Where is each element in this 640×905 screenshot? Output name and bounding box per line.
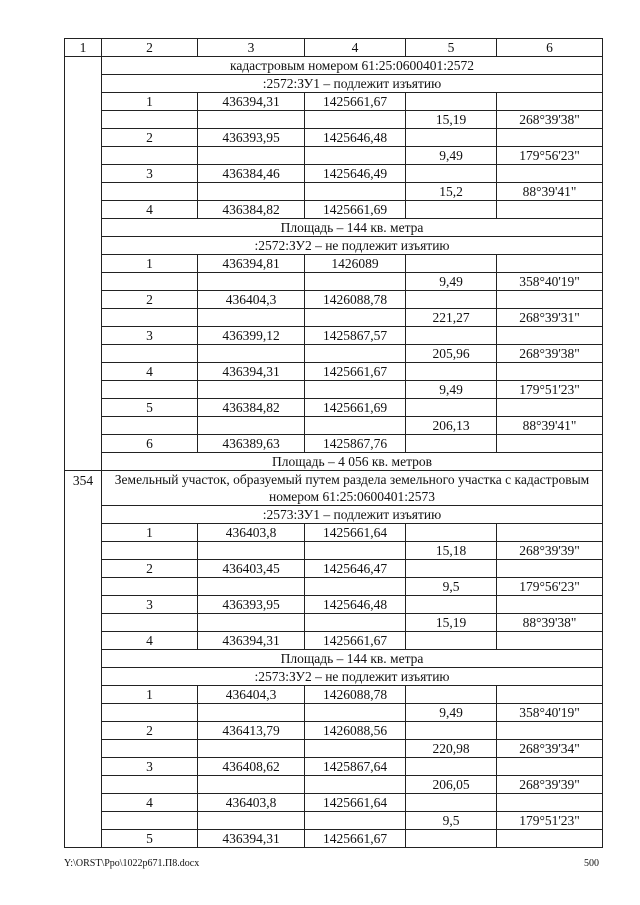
- part-label: :2573:ЗУ1 – подлежит изъятию: [102, 506, 603, 524]
- coordinate-row: [65, 399, 603, 417]
- segment-length-cell: [406, 93, 497, 111]
- x-coordinate-cell: 436389,63: [198, 435, 305, 453]
- direction-angle-cell: 268°39'39": [497, 776, 603, 794]
- direction-angle-cell: [497, 524, 603, 542]
- x-coordinate-cell: [198, 111, 305, 129]
- point-number-cell: [102, 111, 198, 129]
- direction-angle-cell: [497, 596, 603, 614]
- segment-length-cell: [406, 722, 497, 740]
- coordinate-row: [65, 273, 603, 291]
- point-number-cell: [102, 147, 198, 165]
- x-coordinate-cell: 436413,79: [198, 722, 305, 740]
- segment-length-cell: [406, 524, 497, 542]
- direction-angle-cell: [497, 255, 603, 273]
- direction-angle-cell: [497, 399, 603, 417]
- segment-length-cell: 205,96: [406, 345, 497, 363]
- x-coordinate-cell: 436384,82: [198, 201, 305, 219]
- point-number-cell: 2: [102, 560, 198, 578]
- x-coordinate-cell: 436403,8: [198, 794, 305, 812]
- y-coordinate-cell: [305, 273, 406, 291]
- coordinate-row: [65, 812, 603, 830]
- direction-angle-cell: [497, 560, 603, 578]
- point-number-cell: 2: [102, 722, 198, 740]
- direction-angle-cell: [497, 435, 603, 453]
- x-coordinate-cell: [198, 542, 305, 560]
- segment-length-cell: [406, 363, 497, 381]
- y-coordinate-cell: [305, 183, 406, 201]
- x-coordinate-cell: 436408,62: [198, 758, 305, 776]
- header-cell: 4: [305, 39, 406, 57]
- point-number-cell: [102, 704, 198, 722]
- point-number-cell: [102, 812, 198, 830]
- segment-length-cell: [406, 686, 497, 704]
- header-cell: 3: [198, 39, 305, 57]
- y-coordinate-cell: [305, 542, 406, 560]
- y-coordinate-cell: [305, 740, 406, 758]
- point-number-cell: 1: [102, 255, 198, 273]
- coordinate-row: [65, 560, 603, 578]
- point-number-cell: [102, 614, 198, 632]
- segment-length-cell: [406, 165, 497, 183]
- section-number-cell: [65, 57, 102, 471]
- point-number-cell: 4: [102, 363, 198, 381]
- x-coordinate-cell: 436404,3: [198, 686, 305, 704]
- coordinate-row: [65, 129, 603, 147]
- direction-angle-cell: [497, 632, 603, 650]
- y-coordinate-cell: 1425867,57: [305, 327, 406, 345]
- x-coordinate-cell: 436394,31: [198, 632, 305, 650]
- segment-length-cell: [406, 201, 497, 219]
- coordinate-row: [65, 309, 603, 327]
- y-coordinate-cell: 1426089: [305, 255, 406, 273]
- coordinate-row: [65, 596, 603, 614]
- segment-length-cell: [406, 560, 497, 578]
- coordinate-row: [65, 201, 603, 219]
- segment-length-cell: [406, 399, 497, 417]
- point-number-cell: [102, 776, 198, 794]
- segment-length-cell: 9,49: [406, 273, 497, 291]
- coordinate-row: [65, 542, 603, 560]
- point-number-cell: 1: [102, 93, 198, 111]
- y-coordinate-cell: 1425661,67: [305, 363, 406, 381]
- y-coordinate-cell: [305, 704, 406, 722]
- point-number-cell: 2: [102, 129, 198, 147]
- point-number-cell: 3: [102, 327, 198, 345]
- segment-length-cell: [406, 758, 497, 776]
- segment-length-cell: 9,5: [406, 812, 497, 830]
- point-number-cell: 3: [102, 758, 198, 776]
- segment-length-cell: 9,49: [406, 704, 497, 722]
- direction-angle-cell: [497, 291, 603, 309]
- y-coordinate-cell: 1425661,67: [305, 830, 406, 848]
- coordinate-row: [65, 345, 603, 363]
- y-coordinate-cell: 1425646,48: [305, 129, 406, 147]
- coordinate-row: [65, 327, 603, 345]
- direction-angle-cell: 179°56'23": [497, 147, 603, 165]
- coordinate-row: [65, 524, 603, 542]
- point-number-cell: [102, 381, 198, 399]
- direction-angle-cell: 268°39'38": [497, 111, 603, 129]
- header-cell: 6: [497, 39, 603, 57]
- coordinate-row: [65, 363, 603, 381]
- y-coordinate-cell: 1425661,64: [305, 524, 406, 542]
- part-label: :2572:ЗУ1 – подлежит изъятию: [102, 75, 603, 93]
- part-label-row: [65, 237, 603, 255]
- x-coordinate-cell: [198, 273, 305, 291]
- x-coordinate-cell: 436403,45: [198, 560, 305, 578]
- segment-length-cell: 9,49: [406, 381, 497, 399]
- segment-length-cell: [406, 435, 497, 453]
- direction-angle-cell: 88°39'41": [497, 417, 603, 435]
- point-number-cell: [102, 740, 198, 758]
- y-coordinate-cell: 1425646,48: [305, 596, 406, 614]
- point-number-cell: [102, 183, 198, 201]
- coordinate-row: [65, 435, 603, 453]
- x-coordinate-cell: 436394,31: [198, 363, 305, 381]
- x-coordinate-cell: [198, 417, 305, 435]
- segment-length-cell: 221,27: [406, 309, 497, 327]
- direction-angle-cell: [497, 830, 603, 848]
- x-coordinate-cell: [198, 381, 305, 399]
- y-coordinate-cell: [305, 578, 406, 596]
- part-label-row: [65, 75, 603, 93]
- area-row: [65, 453, 603, 471]
- y-coordinate-cell: [305, 417, 406, 435]
- point-number-cell: 6: [102, 435, 198, 453]
- header-row: [65, 39, 603, 57]
- header-cell: 1: [65, 39, 102, 57]
- x-coordinate-cell: [198, 578, 305, 596]
- direction-angle-cell: [497, 93, 603, 111]
- x-coordinate-cell: 436404,3: [198, 291, 305, 309]
- direction-angle-cell: [497, 129, 603, 147]
- direction-angle-cell: 88°39'38": [497, 614, 603, 632]
- y-coordinate-cell: [305, 812, 406, 830]
- coordinate-row: [65, 704, 603, 722]
- y-coordinate-cell: [305, 345, 406, 363]
- segment-length-cell: 15,2: [406, 183, 497, 201]
- y-coordinate-cell: 1425646,49: [305, 165, 406, 183]
- direction-angle-cell: [497, 722, 603, 740]
- x-coordinate-cell: [198, 704, 305, 722]
- y-coordinate-cell: 1426088,56: [305, 722, 406, 740]
- direction-angle-cell: 179°51'23": [497, 381, 603, 399]
- point-number-cell: [102, 345, 198, 363]
- point-number-cell: [102, 309, 198, 327]
- y-coordinate-cell: [305, 776, 406, 794]
- segment-length-cell: [406, 794, 497, 812]
- x-coordinate-cell: [198, 614, 305, 632]
- segment-length-cell: 9,5: [406, 578, 497, 596]
- segment-length-cell: [406, 596, 497, 614]
- coordinate-row: [65, 722, 603, 740]
- section-title: Земельный участок, образуемый путем раздела земельного участка с кадастровым номером 61:25:0600401:2573: [102, 471, 603, 506]
- x-coordinate-cell: 436403,8: [198, 524, 305, 542]
- point-number-cell: 4: [102, 794, 198, 812]
- segment-length-cell: 206,13: [406, 417, 497, 435]
- area-text: Площадь – 144 кв. метра: [102, 650, 603, 668]
- direction-angle-cell: 268°39'39": [497, 542, 603, 560]
- x-coordinate-cell: 436393,95: [198, 129, 305, 147]
- coordinate-row: [65, 381, 603, 399]
- document-path: Y:\ORST\Ppo\1022p671.П8.docx: [64, 858, 200, 869]
- y-coordinate-cell: 1426088,78: [305, 686, 406, 704]
- coordinate-row: [65, 632, 603, 650]
- part-label-row: [65, 506, 603, 524]
- x-coordinate-cell: 436384,82: [198, 399, 305, 417]
- coordinate-row: [65, 830, 603, 848]
- segment-length-cell: 15,19: [406, 111, 497, 129]
- area-text: Площадь – 4 056 кв. метров: [102, 453, 603, 471]
- direction-angle-cell: [497, 794, 603, 812]
- x-coordinate-cell: [198, 183, 305, 201]
- x-coordinate-cell: [198, 309, 305, 327]
- y-coordinate-cell: 1425661,69: [305, 201, 406, 219]
- y-coordinate-cell: 1425661,64: [305, 794, 406, 812]
- x-coordinate-cell: 436384,46: [198, 165, 305, 183]
- x-coordinate-cell: [198, 776, 305, 794]
- direction-angle-cell: [497, 363, 603, 381]
- coordinate-row: [65, 165, 603, 183]
- coordinate-row: [65, 794, 603, 812]
- coordinate-row: [65, 578, 603, 596]
- x-coordinate-cell: [198, 147, 305, 165]
- coordinate-row: [65, 183, 603, 201]
- header-cell: 2: [102, 39, 198, 57]
- direction-angle-cell: 358°40'19": [497, 273, 603, 291]
- x-coordinate-cell: 436393,95: [198, 596, 305, 614]
- coordinate-row: [65, 758, 603, 776]
- y-coordinate-cell: 1425646,47: [305, 560, 406, 578]
- area-text: Площадь – 144 кв. метра: [102, 219, 603, 237]
- point-number-cell: [102, 578, 198, 596]
- y-coordinate-cell: 1426088,78: [305, 291, 406, 309]
- y-coordinate-cell: [305, 614, 406, 632]
- part-label: :2572:ЗУ2 – не подлежит изъятию: [102, 237, 603, 255]
- x-coordinate-cell: [198, 345, 305, 363]
- direction-angle-cell: 358°40'19": [497, 704, 603, 722]
- x-coordinate-cell: 436394,81: [198, 255, 305, 273]
- direction-angle-cell: [497, 758, 603, 776]
- coordinate-row: [65, 291, 603, 309]
- point-number-cell: 5: [102, 830, 198, 848]
- part-label-row: [65, 668, 603, 686]
- coordinate-row: [65, 147, 603, 165]
- segment-length-cell: [406, 632, 497, 650]
- point-number-cell: 3: [102, 165, 198, 183]
- x-coordinate-cell: [198, 740, 305, 758]
- direction-angle-cell: [497, 686, 603, 704]
- direction-angle-cell: [497, 201, 603, 219]
- point-number-cell: [102, 273, 198, 291]
- segment-length-cell: 15,19: [406, 614, 497, 632]
- segment-length-cell: [406, 291, 497, 309]
- y-coordinate-cell: [305, 111, 406, 129]
- segment-length-cell: 9,49: [406, 147, 497, 165]
- x-coordinate-cell: 436394,31: [198, 93, 305, 111]
- y-coordinate-cell: [305, 309, 406, 327]
- section-title: кадастровым номером 61:25:0600401:2572: [102, 57, 603, 75]
- direction-angle-cell: [497, 327, 603, 345]
- direction-angle-cell: [497, 165, 603, 183]
- section-title-row: [65, 57, 603, 75]
- header-cell: 5: [406, 39, 497, 57]
- coordinate-row: [65, 776, 603, 794]
- segment-length-cell: [406, 327, 497, 345]
- area-row: [65, 650, 603, 668]
- y-coordinate-cell: 1425867,64: [305, 758, 406, 776]
- y-coordinate-cell: 1425867,76: [305, 435, 406, 453]
- coordinate-row: [65, 740, 603, 758]
- segment-length-cell: 15,18: [406, 542, 497, 560]
- x-coordinate-cell: 436399,12: [198, 327, 305, 345]
- y-coordinate-cell: 1425661,67: [305, 632, 406, 650]
- direction-angle-cell: 88°39'41": [497, 183, 603, 201]
- point-number-cell: 4: [102, 632, 198, 650]
- direction-angle-cell: 268°39'31": [497, 309, 603, 327]
- area-row: [65, 219, 603, 237]
- direction-angle-cell: 268°39'38": [497, 345, 603, 363]
- point-number-cell: [102, 542, 198, 560]
- y-coordinate-cell: [305, 381, 406, 399]
- boundary-coordinates-table: [64, 38, 603, 848]
- coordinate-row: [65, 614, 603, 632]
- point-number-cell: 1: [102, 686, 198, 704]
- page-number: 500: [584, 858, 599, 869]
- coordinate-row: [65, 417, 603, 435]
- direction-angle-cell: 268°39'34": [497, 740, 603, 758]
- y-coordinate-cell: 1425661,69: [305, 399, 406, 417]
- point-number-cell: 1: [102, 524, 198, 542]
- x-coordinate-cell: 436394,31: [198, 830, 305, 848]
- point-number-cell: [102, 417, 198, 435]
- y-coordinate-cell: 1425661,67: [305, 93, 406, 111]
- direction-angle-cell: 179°56'23": [497, 578, 603, 596]
- point-number-cell: 3: [102, 596, 198, 614]
- point-number-cell: 2: [102, 291, 198, 309]
- direction-angle-cell: 179°51'23": [497, 812, 603, 830]
- coordinate-row: [65, 93, 603, 111]
- y-coordinate-cell: [305, 147, 406, 165]
- x-coordinate-cell: [198, 812, 305, 830]
- segment-length-cell: 220,98: [406, 740, 497, 758]
- segment-length-cell: [406, 830, 497, 848]
- section-title-row: [65, 471, 603, 506]
- segment-length-cell: 206,05: [406, 776, 497, 794]
- segment-length-cell: [406, 129, 497, 147]
- coordinate-row: [65, 111, 603, 129]
- point-number-cell: 5: [102, 399, 198, 417]
- coordinate-row: [65, 686, 603, 704]
- coordinate-row: [65, 255, 603, 273]
- section-number-cell: 354: [65, 471, 102, 848]
- segment-length-cell: [406, 255, 497, 273]
- part-label: :2573:ЗУ2 – не подлежит изъятию: [102, 668, 603, 686]
- point-number-cell: 4: [102, 201, 198, 219]
